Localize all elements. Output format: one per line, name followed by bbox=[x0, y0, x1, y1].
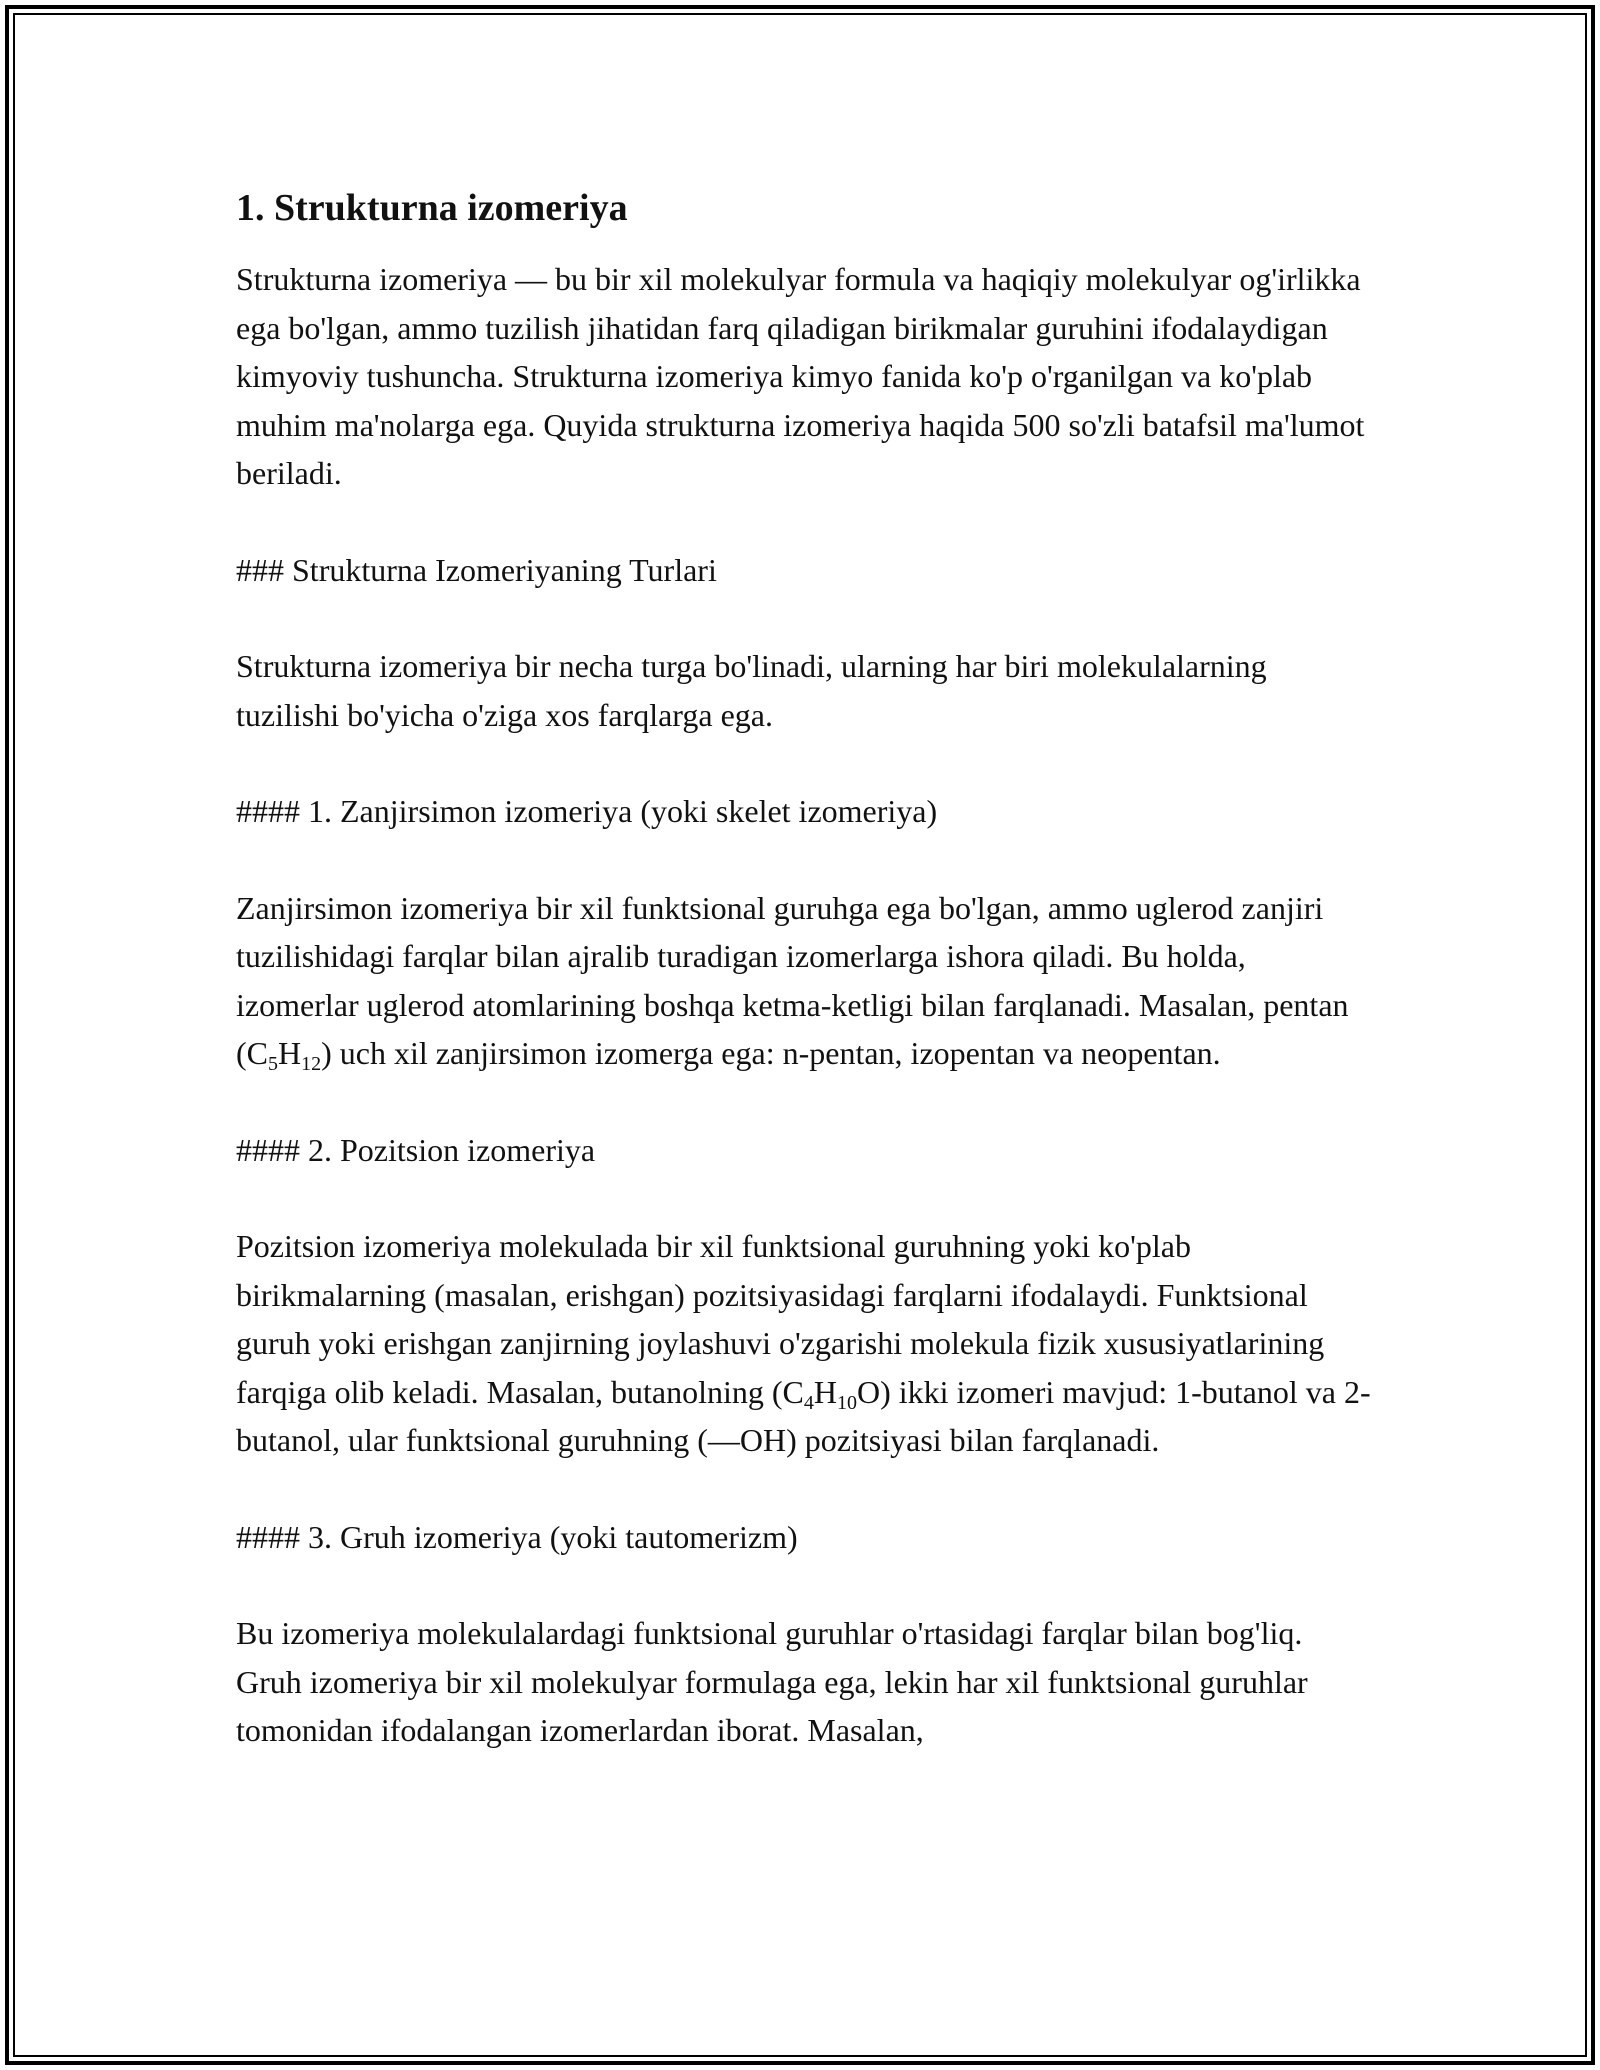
intro-paragraph: Strukturna izomeriya — bu bir xil molekulyar formula va haqiqiy molekulyar og'irlikka ega bo'lgan, ammo tuzilish jihatidan farq qiladigan birikmalar guruhini ifodalaydigan kimyoviy tushuncha. Strukturna izomeriya kimyo fanida ko'p o'rganilgan va ko'plab muhim ma'nolarga ega. Quyida strukturna izomeriya haqida 500 so'zli batafsil ma'lumot beriladi. bbox=[236, 261, 1365, 492]
subsection-2-subscript-a: 4 bbox=[803, 1391, 814, 1414]
subsection-1-subscript-b: 12 bbox=[301, 1053, 322, 1076]
document-body bbox=[236, 184, 1376, 1803]
section-intro-paragraph: Strukturna izomeriya bir necha turga bo'linadi, ularning har biri molekulalarning tuzilishi bo'yicha o'ziga xos farqlarga ega. bbox=[236, 648, 1267, 733]
subsection-1-heading: #### 1. Zanjirsimon izomeriya (yoki skelet izomeriya) bbox=[236, 793, 938, 830]
subsection-3-paragraph: Bu izomeriya molekulalardagi funktsional guruhlar o'rtasidagi farqlar bilan bog'liq. Gruh izomeriya bir xil molekulyar formulaga ega, lekin har xil funktsional guruhlar tomonidan ifodalangan izomerlardan iborat. Masalan, bbox=[236, 1615, 1308, 1749]
section-heading: ### Strukturna Izomeriyaning Turlari bbox=[236, 551, 717, 588]
subsection-1-text-c: ) uch xil zanjirsimon izomerga ega: n-pentan, izopentan va neopentan. bbox=[321, 1035, 1221, 1072]
subsection-3-heading: #### 3. Gruh izomeriya (yoki tautomerizm) bbox=[236, 1518, 798, 1555]
subsection-1-paragraph bbox=[236, 884, 1376, 1078]
subsection-1-subscript-a: 5 bbox=[268, 1053, 278, 1076]
subsection-2-subscript-b: 10 bbox=[836, 1391, 857, 1414]
subsection-1-text-a: Zanjirsimon izomeriya bir xil funktsional guruhga ega bo'lgan, ammo uglerod zanjiri tuzilishidagi farqlar bilan ajralib turadigan izomerlarga ishora qiladi. Bu holda, izomerlar uglerod atomlarining boshqa ketma-ketligi bilan farqlanadi. Masalan, pentan (C bbox=[236, 889, 1349, 1072]
subsection-2-text-c: O) ikki izomeri mavjud: 1-butanol va 2-butanol, ular funktsional guruhning (—OH) pozitsiyasi bilan farqlanadi. bbox=[236, 1373, 1371, 1459]
subsection-2-paragraph bbox=[236, 1222, 1376, 1465]
subsection-2-text-a: Pozitsion izomeriya molekulada bir xil funktsional guruhning yoki ko'plab birikmalarning (masalan, erishgan) pozitsiyasidagi farqlarni ifodalaydi. Funktsional guruh yoki erishgan zanjirning joylashuvi o'zgarishi molekula fizik xususiyatlarining farqiga olib keladi. Masalan, butanolning (C bbox=[236, 1228, 1325, 1410]
subsection-1-text-b: H bbox=[278, 1035, 302, 1072]
subsection-2-text-b: H bbox=[813, 1373, 837, 1410]
document-title: 1. Strukturna izomeriya bbox=[236, 187, 628, 229]
subsection-2-heading: #### 2. Pozitsion izomeriya bbox=[236, 1131, 596, 1168]
